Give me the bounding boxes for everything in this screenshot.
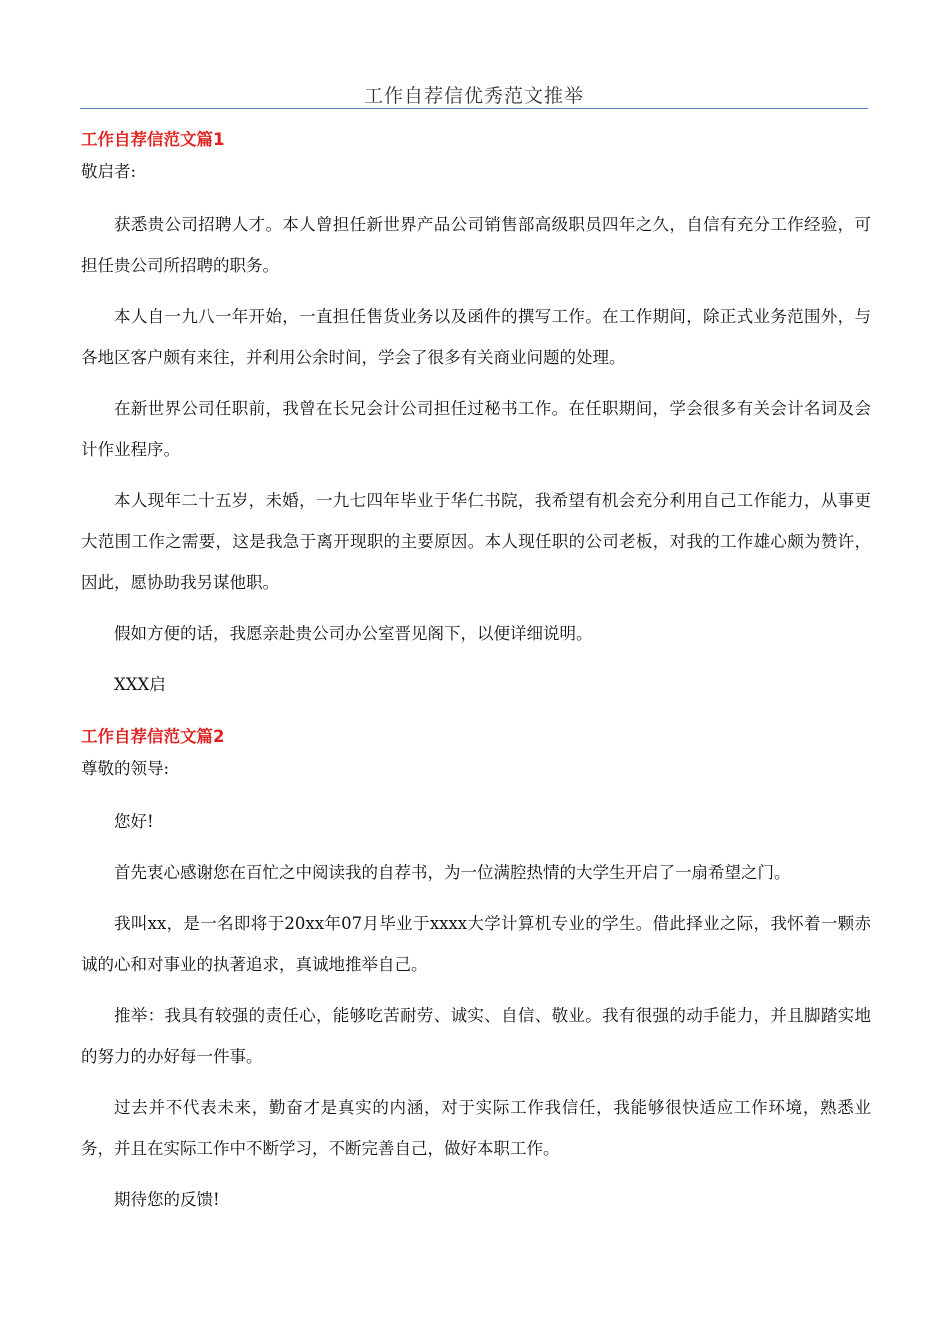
paragraph: 过去并不代表未来，勤奋才是真实的内涵，对于实际工作我信任，我能够很快适应工作环境，熟悉业务，并且在实际工作中不断学习，不断完善自己，做好本职工作。 (81, 1098, 871, 1158)
title-underline (80, 108, 868, 109)
paragraph: 推举：我具有较强的责任心，能够吃苦耐劳、诚实、自信、敬业。我有很强的动手能力，并且脚踏实地的努力的办好每一件事。 (81, 1006, 871, 1066)
salutation: 尊敬的领导: (81, 759, 170, 778)
salutation: 敬启者: (81, 162, 137, 181)
paragraph: 期待您的反馈! (114, 1190, 220, 1209)
paragraph: 您好! (114, 812, 154, 831)
document-title: 工作自荐信优秀范文推举 (363, 85, 584, 107)
paragraph: 获悉贵公司招聘人才。本人曾担任新世界产品公司销售部高级职员四年之久，自信有充分工作经验，可担任贵公司所招聘的职务。 (81, 215, 871, 275)
section-2 (81, 723, 871, 1220)
paragraph: 我叫xx，是一名即将于20xx年07月毕业于xxxx大学计算机专业的学生。借此择业之际，我怀着一颗赤诚的心和对事业的执著追求，真诚地推举自己。 (81, 914, 871, 974)
section-1 (81, 126, 871, 705)
document-body (81, 126, 871, 1230)
paragraph: 假如方便的话，我愿亲赴贵公司办公室晋见阁下，以便详细说明。 (114, 624, 593, 643)
paragraph: 首先衷心感谢您在百忙之中阅读我的自荐书，为一位满腔热情的大学生开启了一扇希望之门。 (114, 863, 791, 882)
paragraph: 本人现年二十五岁，未婚，一九七四年毕业于华仁书院，我希望有机会充分利用自己工作能力，从事更大范围工作之需要，这是我急于离开现职的主要原因。本人现任职的公司老板，对我的工作雄心颇为赞许，因此，愿协助我另谋他职。 (81, 491, 871, 592)
section-heading: 工作自荐信范文篇2 (81, 727, 225, 746)
section-heading: 工作自荐信范文篇1 (81, 130, 225, 149)
signature-line: XXX启 (114, 675, 166, 694)
paragraph: 在新世界公司任职前，我曾在长兄会计公司担任过秘书工作。在任职期间，学会很多有关会计名词及会计作业程序。 (81, 399, 871, 459)
paragraph: 本人自一九八一年开始，一直担任售货业务以及函件的撰写工作。在工作期间，除正式业务范围外，与各地区客户颇有来往，并利用公余时间，学会了很多有关商业问题的处理。 (81, 307, 871, 367)
